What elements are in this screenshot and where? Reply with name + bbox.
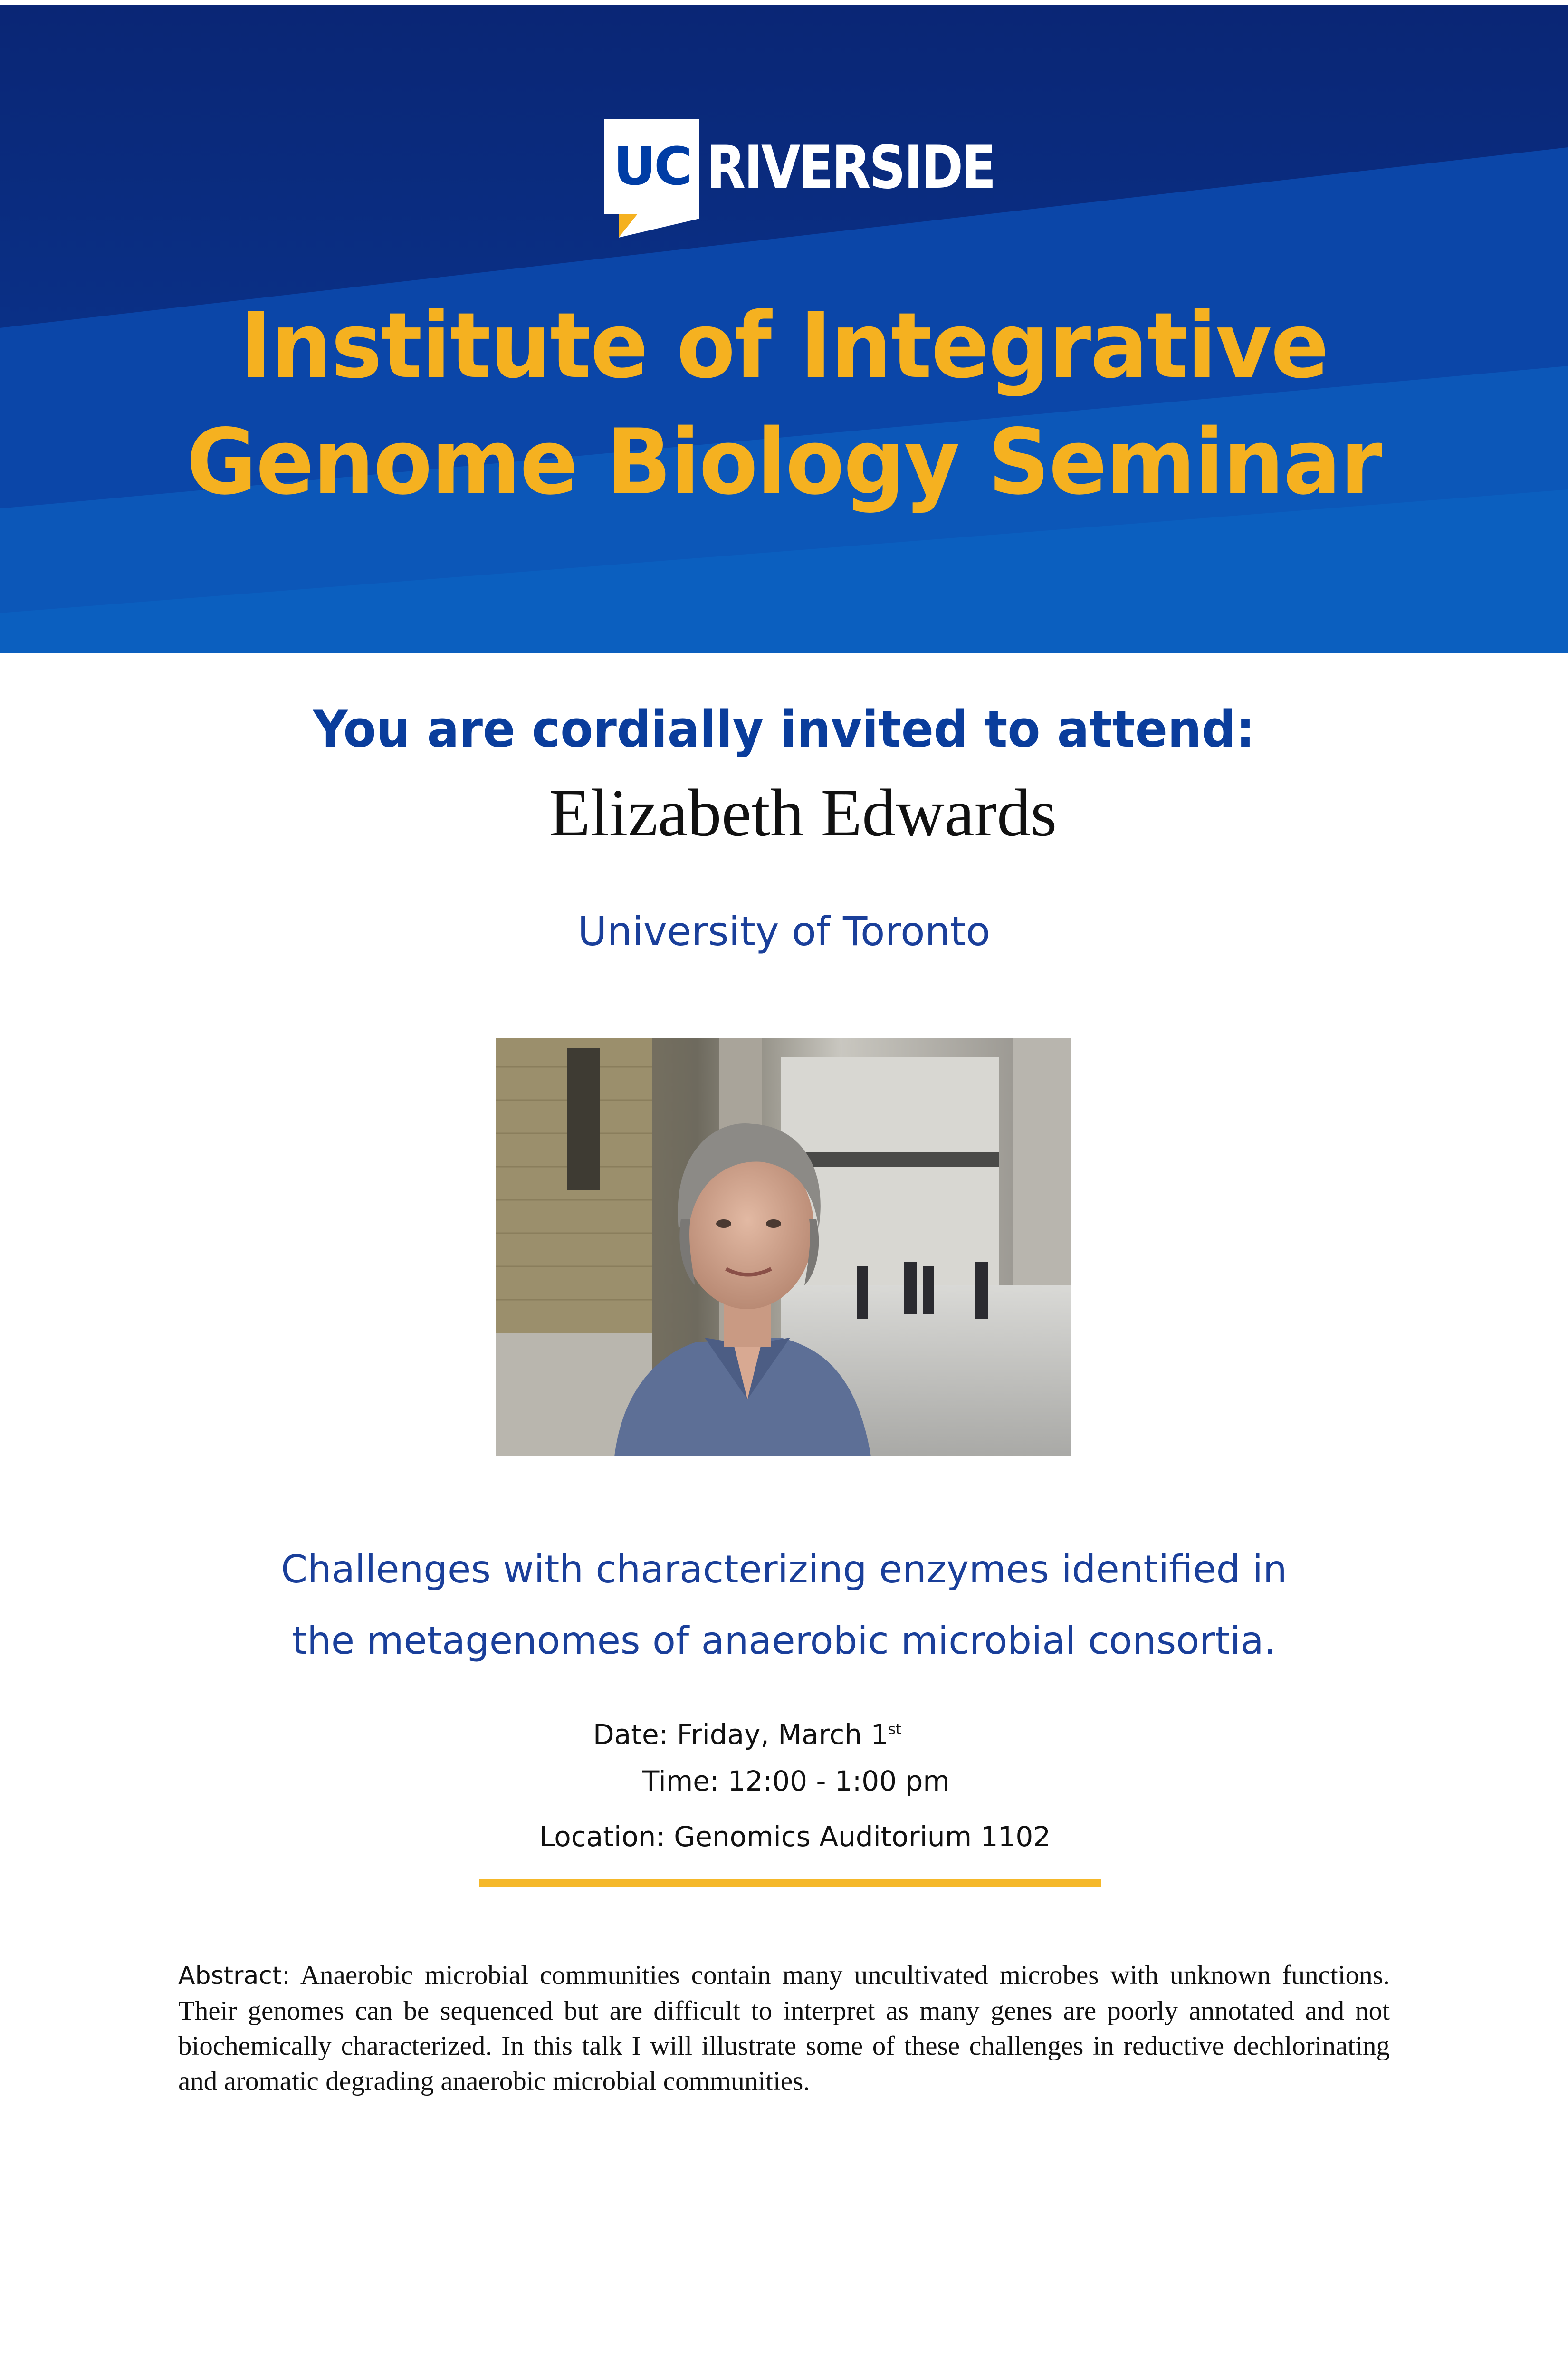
talk-title-line1: Challenges with characterizing enzymes identified in <box>281 1547 1287 1591</box>
abstract-label: Abstract: <box>178 1962 290 1990</box>
logo-uc-text: UC <box>613 136 691 197</box>
seminar-title <box>39 287 1529 520</box>
speaker-affiliation: University of Toronto <box>577 908 991 955</box>
event-date-suffix: st <box>888 1721 901 1738</box>
abstract-text: Anaerobic microbial communities contain many uncultivated microbes with unknown functions. Their genomes can be sequenced but are difficult to interpret as many genes are poorly annotated and not biochemically characterized. In this talk I will illustrate some of these challenges in reductive dechlorinating and aromatic degrading anaerobic microbial communities. <box>178 1960 1390 2096</box>
event-location: Location: Genomics Auditorium 1102 <box>539 1820 1051 1853</box>
seminar-banner <box>0 5 1568 653</box>
gold-divider <box>479 1879 1101 1887</box>
uc-riverside-logo <box>604 119 995 238</box>
event-date-text: Date: Friday, March 1 <box>593 1718 889 1751</box>
seminar-title-line2: Genome Biology Seminar <box>186 410 1382 515</box>
abstract <box>178 1958 1390 2099</box>
talk-title-line2: the metagenomes of anaerobic microbial consortia. <box>292 1619 1276 1663</box>
event-time: Time: 12:00 - 1:00 pm <box>642 1765 950 1797</box>
invitation-heading: You are cordially invited to attend: <box>313 700 1255 758</box>
speaker-photo <box>496 1038 1071 1456</box>
logo-riverside-text: RIVERSIDE <box>707 134 995 202</box>
event-date <box>593 1715 901 1753</box>
seminar-title-line1: Institute of Integrative <box>240 293 1328 398</box>
speaker-portrait-image <box>496 1038 1071 1456</box>
speaker-name: Elizabeth Edwards <box>549 775 1057 850</box>
